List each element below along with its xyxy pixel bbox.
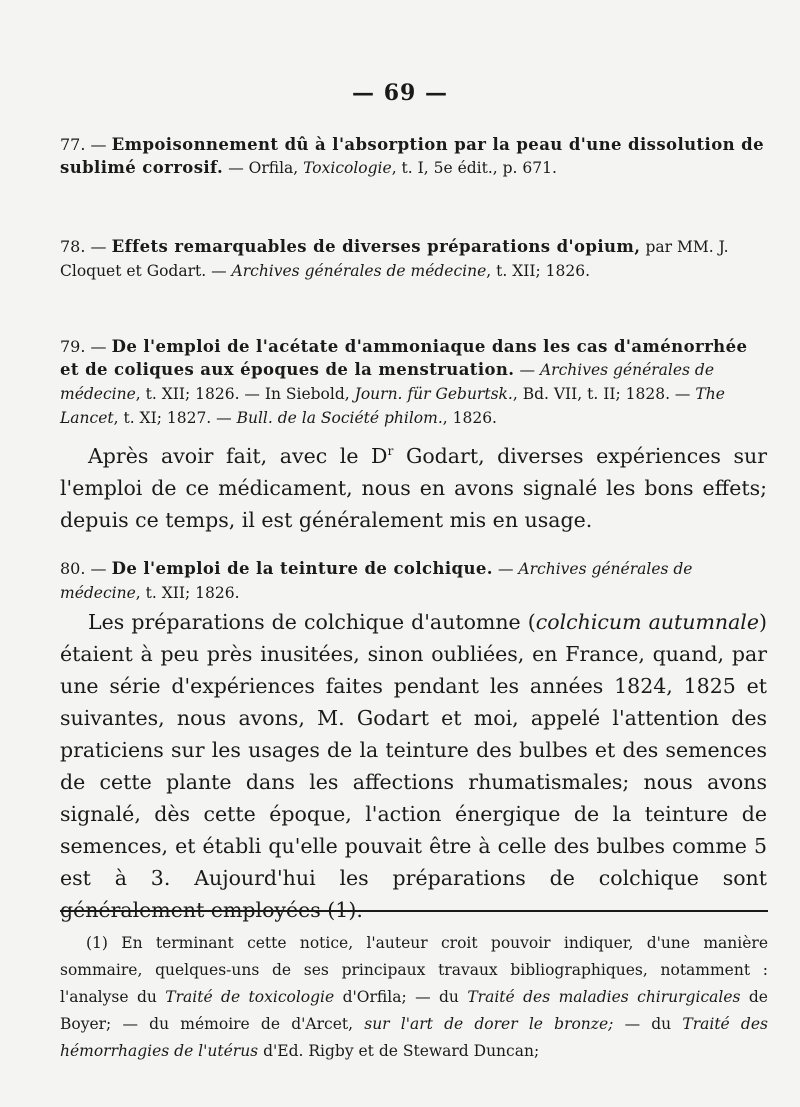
- footnote-title: Traité de toxicologie: [165, 988, 335, 1006]
- ref-text: —: [519, 361, 536, 379]
- ref-text: , t. I, 5e édit., p. 671.: [391, 159, 557, 177]
- ref-text: , Bd. VII, t. II; 1828. —: [512, 385, 691, 403]
- footnote-title: Traité des maladies chirurgicales: [467, 988, 741, 1006]
- ref-journal: Journ. für Geburtsk.: [354, 385, 513, 403]
- ref-journal: Toxicologie: [303, 159, 392, 177]
- page-number: — 69 —: [352, 80, 448, 106]
- footnote-text: d'Ed. Rigby et de Steward Duncan;: [263, 1042, 540, 1060]
- ref-text: — Orfila,: [228, 159, 299, 177]
- entry-number: 80. —: [60, 559, 107, 578]
- ref-journal: The Lancet: [60, 385, 725, 427]
- ref-text: , t. XII; 1826.: [135, 584, 240, 602]
- footnote-rule: [60, 910, 768, 912]
- ref-journal: Archives générales de médecine: [60, 560, 693, 602]
- ref-text: , t. XI; 1827. —: [113, 409, 232, 427]
- footnote-text: de Boyer; — du mémoire de d'Arcet,: [60, 988, 768, 1033]
- superscript: r: [387, 444, 394, 459]
- entry-number: 79. —: [60, 337, 107, 356]
- paragraph-text: Après avoir fait, avec le D: [88, 444, 388, 468]
- entry-title: De l'emploi de l'acétate d'ammoniaque dans les cas d'aménorrhée et de coliques aux époques de la menstruation.: [60, 337, 748, 379]
- ref-journal: Archives générales de médecine: [231, 262, 487, 280]
- entry-reference: [228, 159, 557, 177]
- paragraph-text: Les préparations de colchique d'automne (: [88, 610, 536, 634]
- entry-title: Empoisonnement dû à l'absorption par la peau d'une dissolution de sublimé corrosif.: [60, 135, 764, 177]
- entry-number: 78. —: [60, 237, 107, 256]
- entry-number: 77. —: [60, 135, 107, 154]
- footnote-text: (1) En terminant cette notice, l'auteur croit pouvoir indiquer, d'une manière sommaire, quelques-uns de ses principaux travaux bibliographiques, notamment : l'analyse du: [60, 934, 768, 1006]
- footnote: [60, 930, 768, 1065]
- entry-77: [60, 133, 765, 180]
- footnote-text: d'Orfila; — du: [342, 988, 459, 1006]
- latin-name: colchicum autumnale: [535, 610, 759, 634]
- ref-text: par MM. J. Cloquet et Godart. —: [60, 238, 729, 280]
- footnote-title: Traité des hémorrhagies de l'utérus: [60, 1015, 768, 1060]
- entry-79: [60, 335, 765, 430]
- entry-title: Effets remarquables de diverses préparations d'opium,: [111, 237, 641, 256]
- paragraph-text: Godart, diverses expériences sur l'emploi de ce médicament, nous en avons signalé les bons effets; depuis ce temps, il est généralement mis en usage.: [60, 444, 768, 532]
- entry-80: [60, 557, 765, 605]
- footnote-title: sur l'art de dorer le bronze;: [364, 1015, 614, 1033]
- paragraph-79: [60, 440, 767, 536]
- ref-text: , 1826.: [442, 409, 497, 427]
- entry-title: De l'emploi de la teinture de colchique.: [111, 559, 493, 578]
- paragraph-text: ) étaient à peu près inusitées, sinon oubliées, en France, quand, par une série d'expériences faites pendant les années 1824, 1825 et suivantes, nous avons, M. Godart et moi, appelé l'attention des praticiens sur les usages de la teinture des bulbes et des semences de cette plante dans les affections rhumatismales; nous avons signalé, dès cette époque, l'action énergique de la teinture de semences, et établi qu'elle pouvait être à celle des bulbes comme 5 est à 3. Aujourd'hui les préparations de colchique sont généralement employées (1).: [60, 610, 767, 922]
- ref-text: , t. XII; 1826. — In Siebold,: [135, 385, 350, 403]
- ref-journal: Bull. de la Société philom.: [236, 409, 443, 427]
- paragraph-80: [60, 606, 767, 926]
- entry-78: [60, 235, 765, 283]
- ref-journal: Archives générales de médecine: [60, 361, 715, 403]
- ref-text: , t. XII; 1826.: [486, 262, 591, 280]
- ref-text: —: [497, 560, 514, 578]
- footnote-text: — du: [624, 1015, 672, 1033]
